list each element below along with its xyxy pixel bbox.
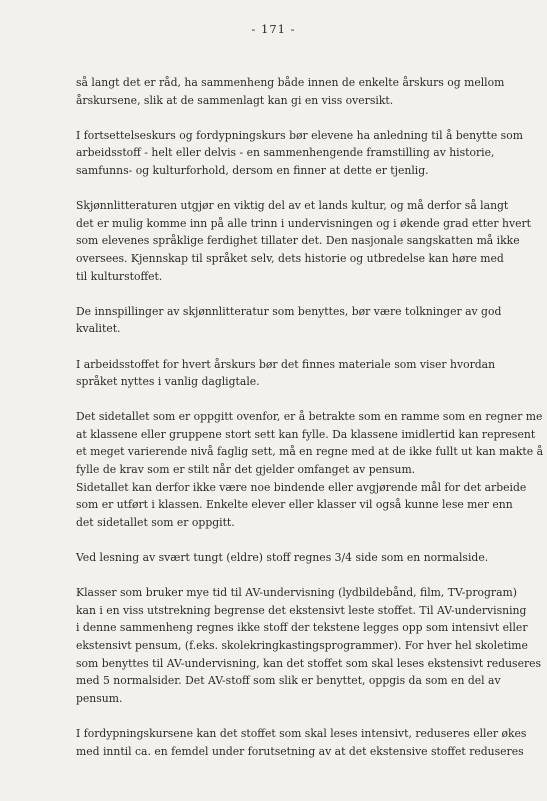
text-line: De innspillinger av skjønnlitteratur som benyttes, bør være tolkninger av god [76,304,502,318]
text-line: med 5 normalsider. Det AV-stoff som slik er benyttet, oppgis da som en del av [76,674,501,688]
text-line: til kulturstoffet. [76,269,163,283]
text-line: i denne sammenheng regnes ikke stoff der tekstene legges opp som intensivt eller [76,621,528,635]
text-line: som benyttes til AV-undervisning, kan det stoffet som skal leses ekstensivt reduseres [76,656,542,670]
text-line: I arbeidsstoffet for hvert årskurs bør det finnes materiale som viser hvordan [76,357,496,371]
paragraph-8 [76,549,546,567]
text-line: som elevenes språklige ferdighet tillater det. Den nasjonale sangskatten må ikke [76,234,520,248]
text-line: I fordypningskursene kan det stoffet som skal leses intensivt, reduseres eller økes [76,726,527,740]
text-line: det er mulig komme inn på alle trinn i undervisningen og i økende grad etter hvert [76,216,531,230]
text-line: Det sidetallet som er oppgitt ovenfor, er å betrakte som en ramme som en regner me [76,410,543,424]
text-line: kan i en viss utstrekning begrense det ekstensivt leste stoffet. Til AV-undervisning [76,603,527,617]
text-line: så langt det er råd, ha sammenheng både innen de enkelte årskurs og mellom [76,76,505,89]
text-line: samfunns- og kulturforhold, dersom en finner at dette er tjenlig. [76,163,429,177]
text-line: som er utført i klassen. Enkelte elever eller klasser vil også kunne lese mer enn [76,498,513,512]
text-line: språket nyttes i vanlig dagligtale. [76,375,260,389]
paragraph-5 [76,356,546,391]
text-line: ekstensivt pensum, (f.eks. skolekringkastingsprogrammer). For hver hel skoletime [76,639,528,652]
paragraph-2 [76,127,546,180]
paragraph-7 [76,479,546,532]
paragraph-6 [76,408,546,478]
text-line: arbeidsstoff - helt eller delvis - en sammenhengende framstilling av historie, [76,146,495,160]
page-number: - 171 - [251,22,296,36]
text-line: Skjønnlitteraturen utgjør en viktig del av et lands kultur, og må derfor så langt [76,199,509,213]
text-line: I fortsettelseskurs og fordypningskurs bør elevene ha anledning til å benytte som [76,128,523,142]
body-text [76,74,546,778]
text-line: et meget varierende nivå faglig sett, må en regne med at de ikke fullt ut kan makte å [76,445,544,459]
text-line: pensum. [76,691,123,705]
text-line: årskursene, slik at de sammenlagt kan gi en viss oversikt. [76,93,394,107]
paragraph-4 [76,303,546,338]
text-line: at klassene eller gruppene stort sett kan fylle. Da klassene imidlertid kan represent [76,427,536,441]
text-line: Ved lesning av svært tungt (eldre) stoff regnes 3/4 side som en normalside. [76,551,489,565]
text-line: oversees. Kjennskap til språket selv, dets historie og utbredelse kan høre med [76,251,504,265]
text-line: med inntil ca. en femdel under forutsetning av at det ekstensive stoffet reduseres [76,744,524,758]
text-line: Sidetallet kan derfor ikke være noe bindende eller avgjørende mål for det arbeide [76,480,527,494]
text-line: fylle de krav som er stilt når det gjelder omfanget av pensum. [76,463,416,477]
text-line: Klasser som bruker mye tid til AV-undervisning (lydbildebånd, film, TV-program) [76,586,517,600]
text-line: det sidetallet som er oppgitt. [76,515,235,529]
paragraph-10 [76,725,546,760]
paragraph-9 [76,584,546,707]
text-line: kvalitet. [76,322,121,336]
paragraph-1 [76,74,546,109]
paragraph-3 [76,197,546,285]
